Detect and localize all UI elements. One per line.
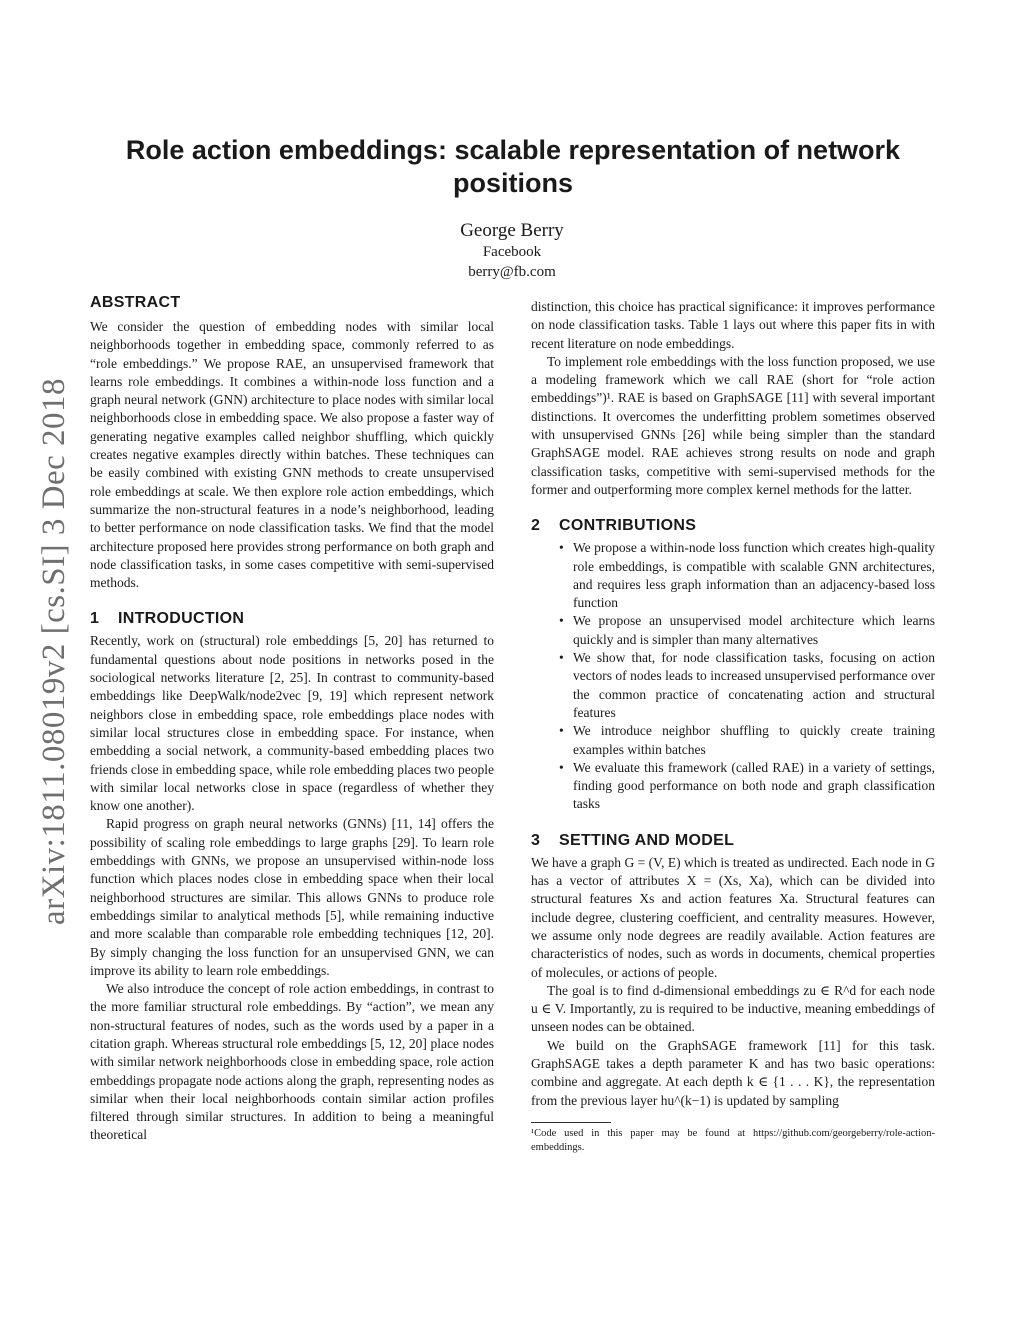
author-affiliation: Facebook — [482, 244, 542, 260]
abstract-text: We consider the question of embedding nodes with similar local neighborhoods together in embedding space, commonly referred to as “role embeddings.” We propose RAE, an unsupervised framework that learns role embeddings. It combines a within-node loss function and a graph neural network (GNN) architecture to place nodes with similar local neighborhoods close in embedding space. We also propose a faster way of generating negative examples called neighbor shuffling, which quickly creates negative examples directly within batches. These techniques can be easily combined with existing GNN methods to create unsupervised role embeddings at scale. We then explore role action embeddings, which summarize the non-structural features in a node’s neighborhood, leading to better performance on node classification tasks. We find that the model architecture proposed here provides strong performance on both graph and node classification tasks, in some cases competitive with semi-supervised methods. — [90, 319, 494, 591]
left-column — [90, 294, 494, 1145]
section-title: INTRODUCTION — [118, 610, 245, 628]
arxiv-identifier: arXiv:1811.08019v2 [cs.SI] 3 Dec 2018 — [36, 377, 72, 925]
setting-paragraph-2: The goal is to find d-dimensional embeddings zu ∈ R^d for each node u ∈ V. Importantly, zu is required to be inductive, meaning embeddings of unseen nodes can be obtained. — [531, 982, 935, 1035]
section-number: 3 — [531, 831, 541, 849]
footnote: ¹Code used in this paper may be found at https://github.com/georgeberry/role-action-embeddings. — [531, 1127, 935, 1153]
bullet-icon: • — [559, 613, 564, 629]
list-item — [559, 759, 935, 814]
list-item-text: We show that, for node classification tasks, focusing on action vectors of nodes leads to increased unsupervised performance over the common practice of concatenating action and structural features — [573, 650, 935, 720]
list-item-text: We evaluate this framework (called RAE) in a variety of settings, finding good performance on both node and graph classification tasks — [573, 759, 935, 812]
introduction-heading — [90, 610, 494, 628]
bullet-icon: • — [559, 540, 564, 556]
section-title: SETTING AND MODEL — [559, 831, 735, 849]
list-item-text: We introduce neighbor shuffling to quickly create training examples within batches — [573, 723, 935, 757]
list-item-text: We propose an unsupervised model architecture which learns quickly and is simpler than many alternatives — [573, 613, 935, 647]
bullet-icon: • — [559, 759, 564, 775]
list-item — [559, 612, 935, 649]
list-item-text: We propose a within-node loss function which creates high-quality role embeddings, is compatible with scalable GNN architectures, and requires less graph information than an adjacency-based loss function — [573, 540, 935, 611]
intro-paragraph-4: To implement role embeddings with the loss function proposed, we use a modeling framework which we call RAE (short for “role action embeddings”)¹. RAE is based on GraphSAGE [11] with several important distinctions. It overcomes the underfitting problem sometimes observed with unsupervised GNNs [26] while being simpler than the standard GraphSAGE model. RAE achieves strong results on node and graph classification tasks, competitive with semi-supervised methods for the former and outperforming more complex kernel methods for the latter. — [531, 353, 935, 497]
contributions-list — [531, 539, 935, 813]
footnote-divider — [531, 1122, 611, 1123]
section-number: 2 — [531, 517, 541, 535]
author-name: George Berry — [460, 220, 564, 241]
setting-paragraph-1: We have a graph G = (V, E) which is treated as undirected. Each node in G has a vector of attributes X = (Xs, Xa), which can be divided into structural features Xs and action features Xa. Structural features can include degree, clustering coefficient, and centrality measures. However, we assume only node degrees are readily available. Action features are characteristics of nodes, such as words in documents, chemical properties of molecules, or actions of people. — [531, 854, 935, 980]
paper-title: Role action embeddings: scalable representation of network positions — [125, 135, 901, 198]
intro-paragraph-1: Recently, work on (structural) role embeddings [5, 20] has returned to fundamental questions about node positions in networks posed in the sociological networks literature [2, 25]. In contrast to community-based embeddings like DeepWalk/node2vec [9, 19] which represent network neighbors close in embedding space, role embeddings place nodes with similar local structures close in embedding space. For instance, when embedding a social network, a community-based embedding places two friends close in embedding space, while role embedding places two people with similar local networks close in space (regardless of whether they know one another). — [90, 633, 494, 814]
section-number: 1 — [90, 610, 100, 628]
author-email: berry@fb.com — [468, 264, 556, 280]
intro-paragraph-2: Rapid progress on graph neural networks (GNNs) [11, 14] offers the possibility of scaling role embeddings to large graphs [29]. To learn role embeddings with GNNs, we propose an unsupervised within-node loss function which places nodes close in embedding space when their local neighborhood structures are similar. This allows GNNs to produce role embeddings similar to analytical methods [5], while remaining inductive and more scalable than comparable role embedding techniques [12, 20]. By simply changing the loss function for an unsupervised GNN, we can improve its ability to learn role embeddings. — [90, 816, 494, 978]
list-item — [559, 649, 935, 722]
bullet-icon: • — [559, 650, 564, 666]
list-item — [559, 539, 935, 612]
setting-paragraph-3: We build on the GraphSAGE framework [11] for this task. GraphSAGE takes a depth parameter K and has two basic operations: combine and aggregate. At each depth k ∈ {1 . . . K}, the representation from the previous layer hu^(k−1) is updated by sampling — [531, 1037, 935, 1108]
intro-paragraph-3: We also introduce the concept of role action embeddings, in contrast to the more familiar structural role embeddings. By “action”, we mean any non-structural features of nodes, such as the words used by a paper in a citation graph. Whereas structural role embeddings [5, 12, 20] place nodes with similar network neighborhoods close in embedding space, role action embeddings propagate node actions along the graph, representing nodes as similar when their local neighborhoods contain similar action profiles filtered through similar structures. In addition to being a meaningful theoretical — [90, 981, 494, 1143]
intro-continued: distinction, this choice has practical significance: it improves performance on node classification tasks. Table 1 lays out where this paper fits in with recent literature on node embeddings. — [531, 299, 935, 351]
setting-heading — [531, 832, 935, 850]
section-title: CONTRIBUTIONS — [559, 517, 697, 535]
bullet-icon: • — [559, 723, 564, 739]
list-item — [559, 722, 935, 759]
contributions-heading — [531, 517, 935, 535]
right-column — [531, 298, 935, 1155]
abstract-heading: ABSTRACT — [90, 294, 181, 311]
